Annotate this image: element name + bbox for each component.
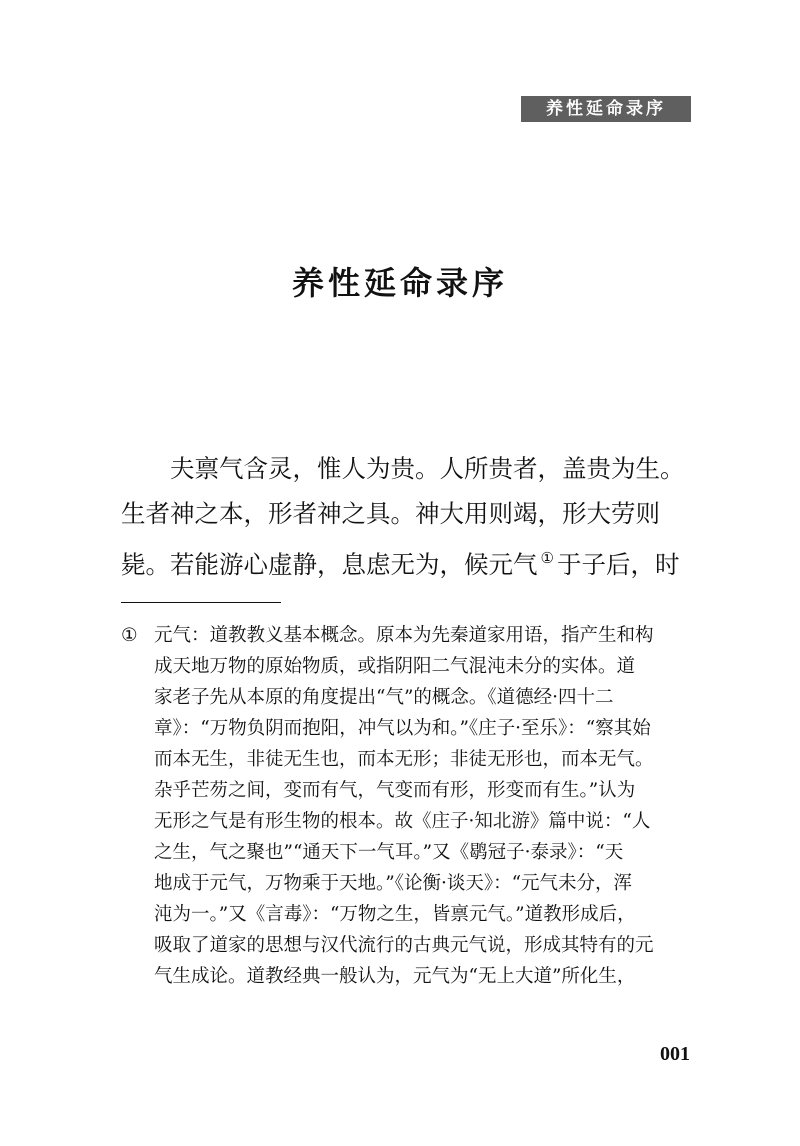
chapter-title: 养性延命录序	[291, 264, 508, 302]
body-text	[121, 446, 685, 587]
footnote-line: 沌为一。”又《言毒》：“万物之生，皆禀元气。”道教形成后，	[154, 904, 636, 925]
page-number: 001	[660, 1043, 690, 1065]
footnote-line: 成天地万物的原始物质，或指阴阳二气混沌未分的实体。道	[154, 656, 636, 677]
footnote-line: 家老子先从本原的角度提出“气”的概念。《道德经·四十二	[154, 687, 614, 708]
footnote-line: 地成于元气，万物乘于天地。”《论衡·谈天》：“元气未分，浑	[154, 873, 633, 894]
body-line: 夫禀气含灵，惟人为贵。人所贵者，盖贵为生。	[170, 454, 685, 483]
footnote-line	[121, 620, 683, 651]
footnote-line-text: 元气：道教教义基本概念。原本为先秦道家用语，指产生和构	[154, 625, 654, 646]
footnote-line: 杂乎芒芴之间，变而有气，气变而有形，形变而有生。”认为	[154, 780, 636, 801]
body-line	[121, 536, 685, 587]
footnote-line: 无形之气是有形生物的根本。故《庄子·知北游》篇中说：“人	[154, 811, 651, 832]
footnote	[121, 620, 683, 992]
footnote-divider	[121, 602, 281, 603]
footnote-line: 章》：“万物负阴而抱阳，冲气以为和。”《庄子·至乐》：“察其始	[154, 718, 651, 739]
body-line-text: 毙。若能游心虚静，息虑无为，候元气	[121, 550, 538, 579]
footnote-line: 吸取了道家的思想与汉代流行的古典元气说，形成其特有的元	[154, 935, 654, 956]
footnote-marker: ①	[121, 625, 138, 646]
footnote-line: 而本无生，非徒无生也，而本无形；非徒无形也，而本无气。	[154, 749, 654, 770]
body-line: 生者神之本，形者神之具。神大用则竭，形大劳则	[121, 499, 660, 528]
footnote-line: 气生成论。道教经典一般认为，元气为“无上大道”所化生，	[154, 966, 636, 987]
footnote-line: 之生，气之聚也”“通天下一气耳。”又《鹖冠子·泰录》：“天	[154, 842, 624, 863]
footnote-reference[interactable]: ①	[540, 549, 554, 567]
body-line-text: 于子后，时	[556, 550, 680, 579]
running-header: 养性延命录序	[521, 96, 691, 122]
